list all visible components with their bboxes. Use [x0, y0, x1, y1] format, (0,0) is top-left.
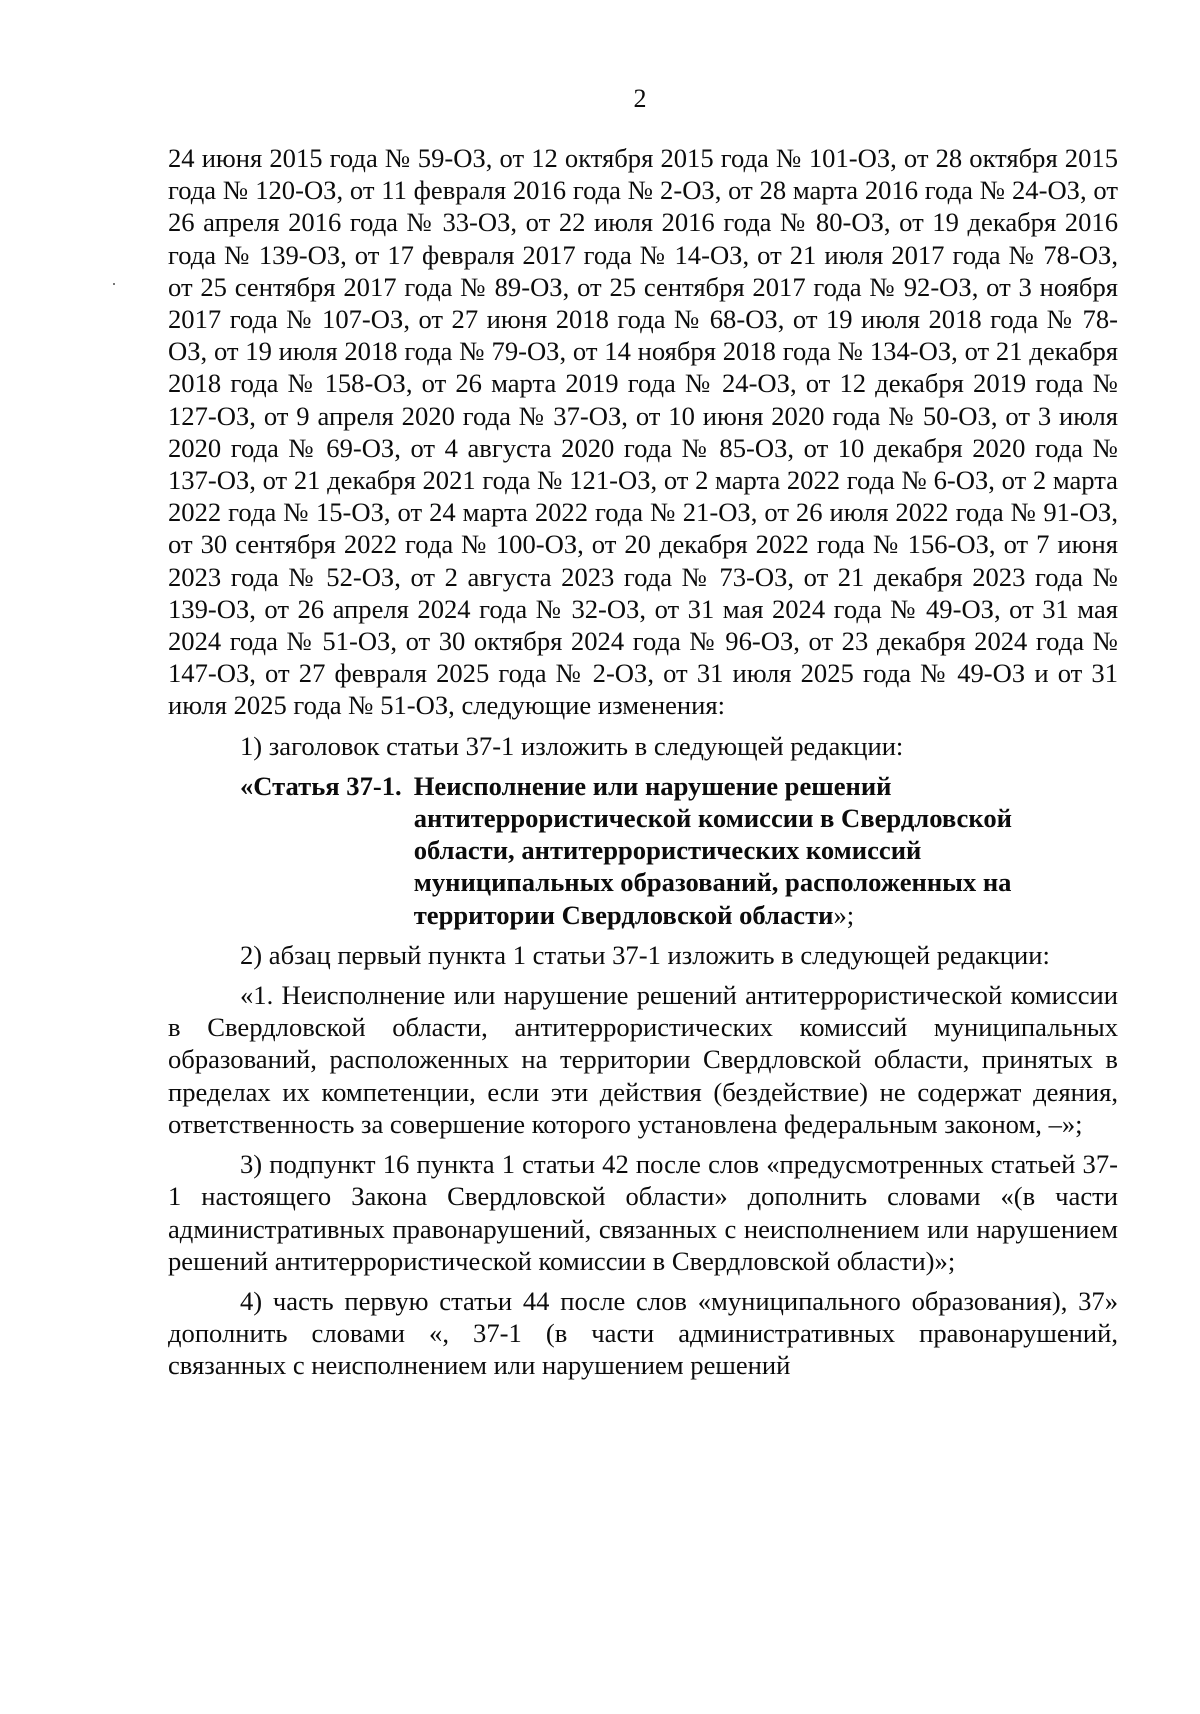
item-3: 3) подпункт 16 пункта 1 статьи 42 после слов «предусмотренных статьей 37-1 настоящего Закона Свердловской области» дополнить словами «(в части административных правонарушений, связанных с неисполнением или нарушением решений антитеррористической комиссии в Свердловской области)»;: [168, 1149, 1118, 1276]
document-body: [168, 142, 1118, 1382]
article-title: Неисполнение или нарушение решений антитеррористической комиссии в Свердловской области, антитеррористических комиссий муниципальных образований, расположенных на территории Свердловской области: [413, 770, 1012, 930]
scan-speck: [113, 283, 115, 285]
article-heading: [240, 770, 1118, 931]
article-number: «Статья 37-1.: [240, 770, 402, 801]
quoted-paragraph-1: «1. Неисполнение или нарушение решений антитеррористической комиссии в Свердловской области, антитеррористических комиссий муниципальных образований, расположенных на территории Свердловской области, принятых в пределах их компетенции, если эти действия (бездействие) не содержат деяния, ответственность за совершение которого установлена федеральным законом, –»;: [168, 980, 1118, 1139]
amended-laws-list: 24 июня 2015 года № 59-ОЗ, от 12 октября 2015 года № 101-ОЗ, от 28 октября 2015 года № 120-ОЗ, от 11 февраля 2016 года № 2-ОЗ, от 28 марта 2016 года № 24-ОЗ, от 26 апреля 2016 года № 33-ОЗ, от 22 июля 2016 года № 80-ОЗ, от 19 декабря 2016 года № 139-ОЗ, от 17 февраля 2017 года № 14-ОЗ, от 21 июля 2017 года № 78-ОЗ, от 25 сентября 2017 года № 89-ОЗ, от 25 сентября 2017 года № 92-ОЗ, от 3 ноября 2017 года № 107-ОЗ, от 27 июня 2018 года № 68-ОЗ, от 19 июля 2018 года № 78-ОЗ, от 19 июля 2018 года № 79-ОЗ, от 14 ноября 2018 года № 134-ОЗ, от 21 декабря 2018 года № 158-ОЗ, от 26 марта 2019 года № 24-ОЗ, от 12 декабря 2019 года № 127-ОЗ, от 9 апреля 2020 года № 37-ОЗ, от 10 июня 2020 года № 50-ОЗ, от 3 июля 2020 года № 69-ОЗ, от 4 августа 2020 года № 85-ОЗ, от 10 декабря 2020 года № 137-ОЗ, от 21 декабря 2021 года № 121-ОЗ, от 2 марта 2022 года № 6-ОЗ, от 2 марта 2022 года № 15-ОЗ, от 24 марта 2022 года № 21-ОЗ, от 26 июля 2022 года № 91-ОЗ, от 30 сентября 2022 года № 100-ОЗ, от 20 декабря 2022 года № 156-ОЗ, от 7 июня 2023 года № 52-ОЗ, от 2 августа 2023 года № 73-ОЗ, от 21 декабря 2023 года № 139-ОЗ, от 26 апреля 2024 года № 32-ОЗ, от 31 мая 2024 года № 49-ОЗ, от 31 мая 2024 года № 51-ОЗ, от 30 октября 2024 года № 96-ОЗ, от 23 декабря 2024 года № 147-ОЗ, от 27 февраля 2025 года № 2-ОЗ, от 31 июля 2025 года № 49-ОЗ и от 31 июля 2025 года № 51-ОЗ, следующие изменения:: [168, 143, 1118, 721]
page-number: 2: [633, 84, 647, 113]
item-4: 4) часть первую статьи 44 после слов «муниципального образования), 37» дополнить словами «, 37-1 (в части административных правонарушений, связанных с неисполнением или нарушением решений: [168, 1285, 1118, 1381]
article-title-tail: »;: [833, 899, 855, 930]
article-title-block: [414, 770, 1054, 931]
item-1: 1) заголовок статьи 37-1 изложить в следующей редакции:: [240, 730, 904, 761]
item-2: 2) абзац первый пункта 1 статьи 37-1 изложить в следующей редакции:: [240, 939, 1050, 970]
